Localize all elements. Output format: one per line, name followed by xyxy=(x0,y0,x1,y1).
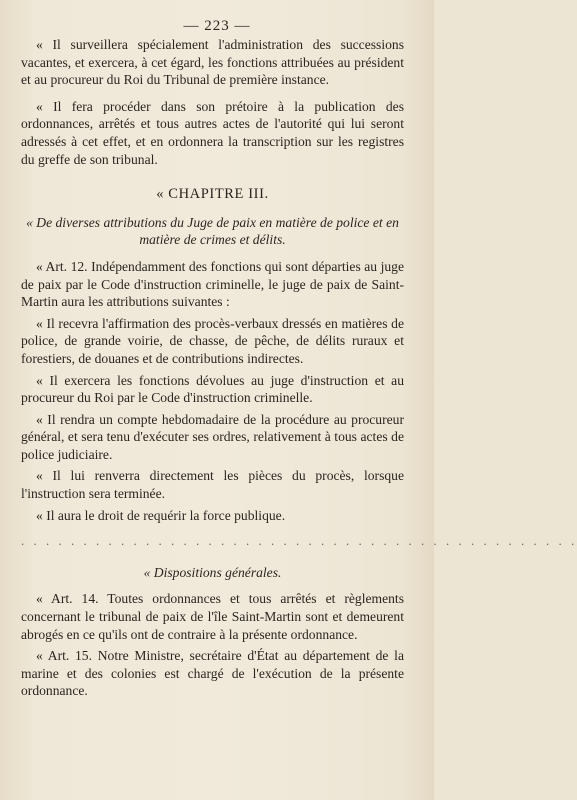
article-12-item-force: « Il aura le droit de requérir la force publique. xyxy=(36,507,286,523)
chapter-heading: « CHAPITRE III. xyxy=(156,186,269,203)
article-12-item-compte: « Il rendra un compte hebdomadaire de la procédure au procureur général, et sera tenu d'exécuter ses ordres, relativement à tous actes de police judiciaire. xyxy=(21,411,404,462)
paragraph-publication: « Il fera procéder dans son prétoire à la publication des ordonnances, arrêtés et tous autres actes de l'autorité qui lui seront adressés à cet effet, et en ordonnera la transcription sur les registres du greffe de son tribunal. xyxy=(21,98,404,167)
dispositions-heading: « Dispositions générales. xyxy=(143,564,282,580)
dotted-separator: . . . . . . . . . . . . . . . . . . . . . . . . . . . . . . . . . . . . . . . . . . . . . xyxy=(21,533,577,549)
article-14: « Art. 14. Toutes ordonnances et tous arrêtés et règlements concernant le tribunal de paix de l'île Saint-Martin sont et demeurent abrogés en ce qu'ils ont de contraire à la présente ordonnance. xyxy=(21,591,404,642)
chapter-subtitle: « De diverses attributions du Juge de paix en matière de police et en matière de crimes et délits. xyxy=(26,214,399,248)
article-15: « Art. 15. Notre Ministre, secrétaire d'État au département de la marine et des colonies est chargé de l'exécution de la présente ordonnance. xyxy=(21,648,404,699)
paragraph-successions: « Il surveillera spécialement l'administration des successions vacantes, et exercera, à cet égard, les fonctions attribuées au président et au procureur du Roi du Tribunal de première instance. xyxy=(21,37,404,88)
article-12-item-affirmation: « Il recevra l'affirmation des procès-verbaux dressés en matières de police, de grande voirie, de chasse, de pêche, de délits ruraux et forestiers, de douanes et de contributions indirectes. xyxy=(21,315,404,366)
article-12: « Art. 12. Indépendamment des fonctions qui sont départies au juge de paix par le Code d'instruction criminelle, le juge de paix de Saint-Martin aura les attributions suivantes : xyxy=(21,258,404,310)
page-number: — 223 — xyxy=(183,18,251,34)
page-body xyxy=(21,36,577,700)
article-12-item-pieces: « Il lui renverra directement les pièces du procès, lorsque l'instruction sera terminée. xyxy=(21,468,404,502)
article-12-item-fonctions: « Il exercera les fonctions dévolues au juge d'instruction et au procureur du Roi par le Code d'instruction criminelle. xyxy=(21,372,404,406)
